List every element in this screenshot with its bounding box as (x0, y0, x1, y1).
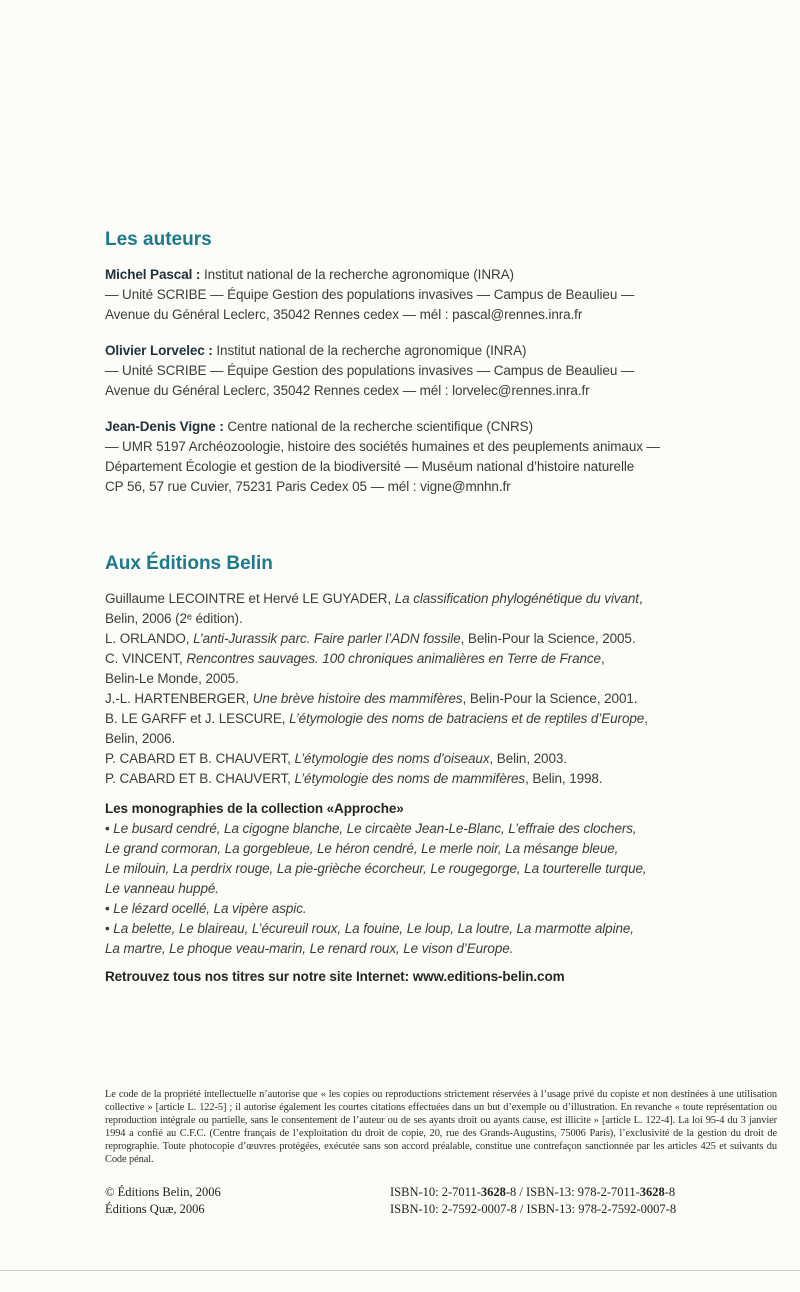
author-name: Olivier Lorvelec : (105, 343, 213, 358)
author-line: Avenue du Général Leclerc, 35042 Rennes cedex — mél : pascal@rennes.inra.fr (105, 307, 583, 322)
author-line: — Unité SCRIBE — Équipe Gestion des populations invasives — Campus de Beaulieu — (105, 363, 635, 378)
monograph-titles: Le vanneau huppé. (105, 881, 219, 896)
author-affiliation: Institut national de la recherche agronomique (INRA) (216, 343, 527, 358)
book-publisher: Belin-Le Monde, 2005. (105, 671, 239, 686)
author-line: Département Écologie et gestion de la biodiversité — Muséum national d’histoire naturelle (105, 459, 635, 474)
book-publisher: Belin, 2006 (2ᵉ édition). (105, 611, 243, 626)
monograph-titles: Le busard cendré, La cigogne blanche, Le circaète Jean-Le-Blanc, L’effraie des clochers, (113, 821, 637, 836)
monographs-heading: Les monographies de la collection «Approche» (105, 801, 404, 816)
authors-heading: Les auteurs (105, 229, 212, 250)
book-author: L. ORLANDO, (105, 631, 194, 646)
author-block (105, 341, 750, 401)
book-author: Guillaume LECOINTRE et Hervé LE GUYADER, (105, 591, 395, 606)
book-entry (105, 709, 750, 749)
book-title: L’étymologie des noms de mammifères (294, 771, 526, 786)
book-title: L’étymologie des noms de batraciens et de reptiles d’Europe (289, 711, 645, 726)
book-entry (105, 629, 750, 649)
book-title: L’étymologie des noms d’oiseaux (294, 751, 490, 766)
book-entry (105, 769, 750, 789)
book-entry (105, 689, 750, 709)
monograph-titles: Le lézard ocellé, La vipère aspic. (113, 901, 307, 916)
book-publisher: , Belin-Pour la Science, 2001. (462, 691, 638, 706)
author-line: — Unité SCRIBE — Équipe Gestion des populations invasives — Campus de Beaulieu — (105, 287, 635, 302)
author-affiliation: Centre national de la recherche scientifique (CNRS) (227, 419, 533, 434)
book-author: B. LE GARFF et J. LESCURE, (105, 711, 290, 726)
editions-heading: Aux Éditions Belin (105, 553, 273, 574)
author-line: CP 56, 57 rue Cuvier, 75231 Paris Cedex 05 — mél : vigne@mnhn.fr (105, 479, 511, 494)
isbn-block (390, 1184, 676, 1218)
editions-section (105, 552, 750, 987)
isbn-line-2: ISBN-10: 2-7592-0007-8 / ISBN-13: 978-2-7592-0007-8 (390, 1202, 677, 1216)
author-block (105, 417, 750, 497)
book-publisher: , (638, 591, 643, 606)
bullet-marker: • (105, 921, 114, 936)
bullet-marker: • (105, 821, 114, 836)
monograph-bullet (105, 899, 750, 919)
book-publisher: , Belin, 2003. (489, 751, 567, 766)
book-entry (105, 649, 750, 689)
copyright-belin: © Éditions Belin, 2006 (105, 1185, 221, 1199)
book-author: J.-L. HARTENBERGER, (105, 691, 253, 706)
bullet-marker: • (105, 901, 114, 916)
book-publisher: , Belin-Pour la Science, 2005. (460, 631, 636, 646)
copyright-block (105, 1184, 221, 1218)
book-title: Rencontres sauvages. 100 chroniques animalières en Terre de France (186, 651, 601, 666)
author-line: — UMR 5197 Archéozoologie, histoire des sociétés humaines et des peuplements animaux — (105, 439, 660, 454)
book-author: P. CABARD ET B. CHAUVERT, (105, 771, 295, 786)
book-entry (105, 749, 750, 769)
book-publisher: , (600, 651, 605, 666)
book-title: L’anti-Jurassik parc. Faire parler l’ADN fossile (193, 631, 461, 646)
monograph-titles: Le grand cormoran, La gorgebleue, Le héron cendré, Le merle noir, La mésange bleue, (105, 841, 619, 856)
author-affiliation: Institut national de la recherche agronomique (INRA) (203, 267, 514, 282)
author-block (105, 265, 750, 325)
author-line: Avenue du Général Leclerc, 35042 Rennes cedex — mél : lorvelec@rennes.inra.fr (105, 383, 590, 398)
monograph-bullet (105, 919, 750, 959)
book-title: La classification phylogénétique du vivant (394, 591, 639, 606)
book-author: C. VINCENT, (105, 651, 187, 666)
website-line: Retrouvez tous nos titres sur notre site Internet: www.editions-belin.com (105, 969, 565, 984)
book-publisher: , Belin, 1998. (525, 771, 603, 786)
copyright-quae: Éditions Quæ, 2006 (105, 1202, 205, 1216)
page-bottom-edge (0, 1270, 800, 1271)
isbn-line-1: ISBN-10: 2-7011-3628-8 / ISBN-13: 978-2-7011-3628-8 (390, 1185, 676, 1199)
book-title: Une brève histoire des mammifères (252, 691, 463, 706)
author-name: Jean-Denis Vigne : (105, 419, 224, 434)
book-entry (105, 589, 750, 629)
legal-notice: Le code de la propriété intellectuelle n’autorise que « les copies ou reproductions strictement réservées à l’usage privé du copiste et non destinées à une utilisation collective » [article L. 122-5] ; il autorise également les courtes citations effectuées dans un but d’exemple ou d’illustration. En revanche « toute représentation ou reproduction intégrale ou partielle, sans le consentement de l’auteur ou de ses ayants droit ou ayants cause, est illicite » [article L. 122-4]. La loi 95-4 du 3 janvier 1994 a confié au C.F.C. (Centre français de l’exploitation du droit de copie, 20, rue des Grands-Augustins, 75006 Paris), l’exclusivité de la gestion du droit de reprographie. Toute photocopie d’œuvres protégées, exécutée sans son accord préalable, constitue une contrefaçon sanctionnée par les articles 425 et suivants du Code pénal. (105, 1089, 777, 1165)
book-publisher: , (644, 711, 648, 726)
monograph-bullet (105, 819, 750, 899)
author-name: Michel Pascal : (105, 267, 201, 282)
monograph-titles: Le milouin, La perdrix rouge, La pie-grièche écorcheur, Le rougegorge, La tourterelle turque, (105, 861, 647, 876)
main-content (105, 228, 750, 987)
monograph-titles: La martre, Le phoque veau-marin, Le renard roux, Le vison d’Europe. (105, 941, 514, 956)
book-author: P. CABARD ET B. CHAUVERT, (105, 751, 295, 766)
monograph-titles: La belette, Le blaireau, L’écureuil roux, La fouine, Le loup, La loutre, La marmotte alpine, (113, 921, 634, 936)
book-publisher: Belin, 2006. (105, 731, 176, 746)
